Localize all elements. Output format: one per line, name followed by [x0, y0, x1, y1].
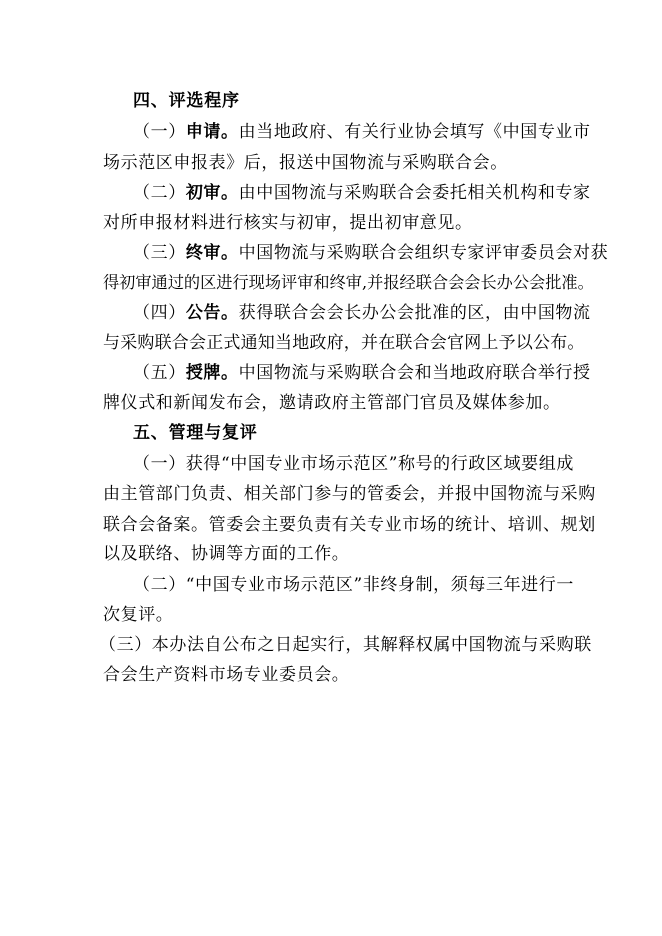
para-1-line-2: 由主管部门负责、相关部门参与的管委会，并报中国物流与采购: [103, 484, 596, 504]
section-4-heading: 四、评选程序: [133, 91, 240, 111]
item-3-keyword: 终审。: [185, 243, 239, 263]
item-4-line-1: [133, 300, 591, 326]
item-5-line-1: [133, 360, 591, 386]
para-3-line-2: 合会生产资料市场专业委员会。: [103, 665, 350, 685]
para-1-line-4: 以及联络、协调等方面的工作。: [103, 544, 350, 564]
item-2-line-2: 对所申报材料进行核实与初审，提出初审意见。: [103, 213, 473, 233]
section-5-heading: 五、管理与复评: [133, 423, 258, 443]
para-2-line-2: 次复评。: [103, 605, 174, 625]
item-4-number: （四）: [133, 303, 186, 323]
item-3-line-2: 得初审通过的区进行现场评审和终审,并报经联合会会长办公会批准。: [103, 273, 594, 292]
item-3-number: （三）: [133, 243, 186, 263]
item-2-number: （二）: [133, 183, 186, 203]
item-3-line-1: [133, 240, 608, 266]
item-5-text: 中国物流与采购联合会和当地政府联合举行授: [238, 363, 591, 383]
item-3-text: 中国物流与采购联合会组织专家评审委员会对获: [238, 243, 609, 263]
item-5-line-2: 牌仪式和新闻发布会，邀请政府主管部门官员及媒体参加。: [103, 393, 561, 413]
item-1-line-2: 场示范区申报表》后，报送中国物流与采购联合会。: [103, 153, 508, 173]
item-2-text: 由中国物流与采购联合会委托相关机构和专家: [238, 183, 591, 203]
item-5-keyword: 授牌。: [185, 363, 239, 383]
item-4-text: 获得联合会会长办公会批准的区，由中国物流: [238, 303, 591, 323]
para-1-line-3: 联合会备案。管委会主要负责有关专业市场的统计、培训、规划: [103, 515, 596, 535]
item-1-text: 由当地政府、有关行业协会填写《中国专业市: [238, 122, 591, 142]
item-4-line-2: 与采购联合会正式通知当地政府，并在联合会官网上予以公布。: [103, 333, 585, 353]
para-1-line-1: （一）获得“中国专业市场示范区”称号的行政区域要组成: [133, 454, 574, 474]
item-1-keyword: 申请。: [185, 122, 239, 142]
item-2-keyword: 初审。: [185, 183, 239, 203]
item-1-line-1: [133, 119, 591, 145]
para-3-line-1: （三）本办法自公布之日起实行，其解释权属中国物流与采购联: [99, 635, 592, 655]
item-2-line-1: [133, 180, 591, 206]
item-4-keyword: 公告。: [185, 303, 239, 323]
para-2-line-1: （二）“中国专业市场示范区”非终身制，须每三年进行一: [133, 575, 574, 595]
item-5-number: （五）: [133, 363, 186, 383]
item-1-number: （一）: [133, 122, 186, 142]
